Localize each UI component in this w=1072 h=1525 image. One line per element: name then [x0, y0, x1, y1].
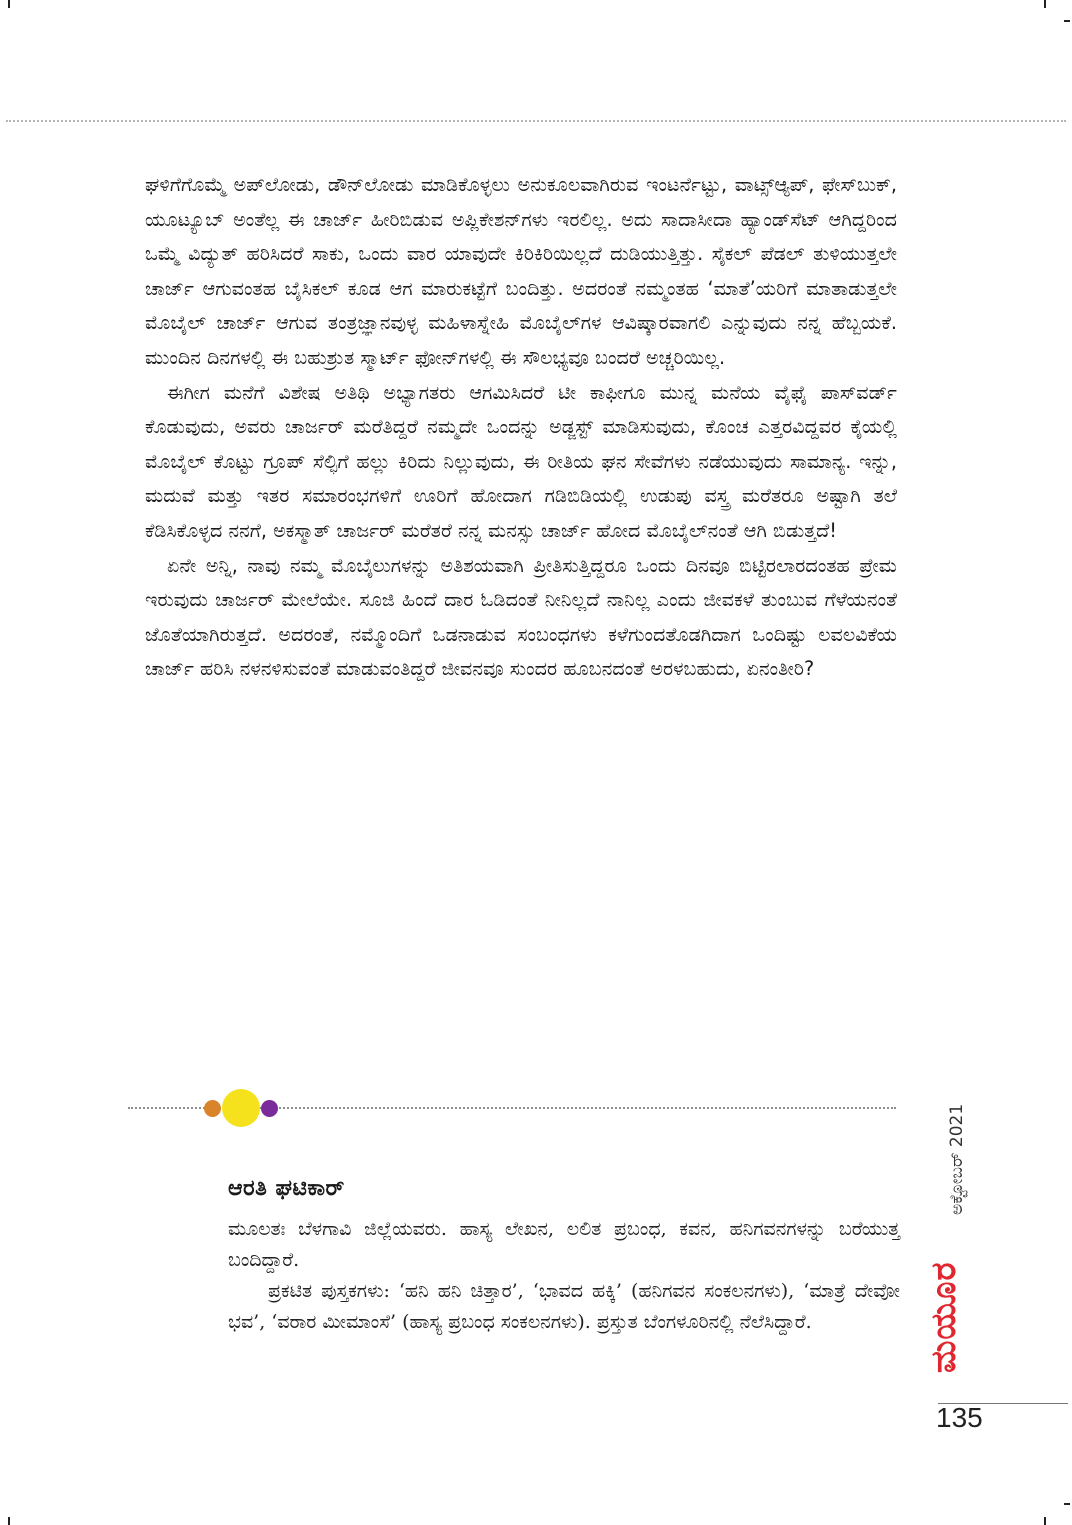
crop-mark-top-right: [1044, 0, 1046, 8]
crop-mark-top-left: [8, 0, 10, 8]
article-body: [145, 168, 897, 687]
yellow-dot: [222, 1089, 260, 1127]
crop-mark-right-upper: [1064, 20, 1070, 22]
author-name: ಆರತಿ ಘಟಿಕಾರ್: [228, 1176, 345, 1201]
crop-mark-bottom-left: [8, 1517, 10, 1525]
top-dotted-rule: [6, 120, 1066, 122]
author-bio: [228, 1214, 900, 1338]
orange-dot: [204, 1100, 221, 1117]
issue-date: ಅಕ್ಟೋಬರ್ 2021: [947, 1103, 967, 1215]
author-bio-line: ಮೂಲತಃ ಬೆಳಗಾವಿ ಜಿಲ್ಲೆಯವರು. ಹಾಸ್ಯ ಲೇಖನ, ಲಲಿತ ಪ್ರಬಂಧ, ಕವನ, ಹನಿಗವನಗಳನ್ನು ಬರೆಯುತ್ತ ಬಂದಿದ್ದಾರೆ.: [228, 1218, 900, 1271]
author-books: ಪ್ರಕಟಿತ ಪುಸ್ತಕಗಳು: ‘ಹನಿ ಹನಿ ಚಿತ್ತಾರ’, ‘ಭಾವದ ಹಕ್ಕಿ’ (ಹನಿಗವನ ಸಂಕಲನಗಳು), ‘ಮಾತ್ರೆ ದೇವೋ ಭವ’, ‘ವರಾರ ಮೀಮಾಂಸೆ’ (ಹಾಸ್ಯ ಪ್ರಬಂಧ ಸಂಕಲನಗಳು). ಪ್ರಸ್ತುತ ಬೆಂಗಳೂರಿನಲ್ಲಿ ನೆಲೆಸಿದ್ದಾರೆ.: [228, 1280, 900, 1333]
magazine-logo: ಮಯೂರ: [924, 1261, 964, 1373]
purple-dot: [261, 1100, 278, 1117]
article-paragraph: ಏನೇ ಅನ್ನಿ, ನಾವು ನಮ್ಮ ಮೊಬೈಲುಗಳನ್ನು ಅತಿಶಯವಾಗಿ ಪ್ರೀತಿಸುತ್ತಿದ್ದರೂ ಒಂದು ದಿನವೂ ಬಿಟ್ಟಿರಲಾರದಂತಹ ಪ್ರೇಮ ಇರುವುದು ಚಾರ್ಜರ್ ಮೇಲೆಯೇ. ಸೂಜಿ ಹಿಂದೆ ದಾರ ಓಡಿದಂತೆ ನೀನಿಲ್ಲದೆ ನಾನಿಲ್ಲ ಎಂದು ಜೀವಕಳೆ ತುಂಬುವ ಗೆಳೆಯನಂತೆ ಜೊತೆಯಾಗಿರುತ್ತದೆ. ಅದರಂತೆ, ನಮ್ಮೊಂದಿಗೆ ಒಡನಾಡುವ ಸಂಬಂಧಗಳು ಕಳೆಗುಂದತೊಡಗಿದಾಗ ಒಂದಿಷ್ಟು ಲವಲವಿಕೆಯ ಚಾರ್ಜ್ ಹರಿಸಿ ನಳನಳಿಸುವಂತೆ ಮಾಡುವಂತಿದ್ದರೆ ಜೀವನವೂ ಸುಂದರ ಹೂಬನದಂತೆ ಅರಳಬಹುದು, ಏನಂತೀರಿ?: [145, 553, 897, 681]
crop-mark-bottom-right: [1044, 1517, 1046, 1525]
page-number: 135: [936, 1402, 983, 1433]
article-paragraph: ಘಳಿಗೆಗೊಮ್ಮೆ ಅಪ್‌ಲೋಡು, ಡೌನ್‌ಲೋಡು ಮಾಡಿಕೊಳ್ಳಲು ಅನುಕೂಲವಾಗಿರುವ ಇಂಟರ್ನೆಟ್ಟು, ವಾಟ್ಸ್‌ಆ್ಯಪ್, ಫೇಸ್‌ಬುಕ್, ಯೂಟ್ಯೂಬ್ ಅಂತೆಲ್ಲ ಈ ಚಾರ್ಜ್ ಹೀರಿಬಿಡುವ ಅಪ್ಲಿಕೇಶನ್‌ಗಳು ಇರಲಿಲ್ಲ. ಅದು ಸಾದಾಸೀದಾ ಹ್ಯಾಂಡ್‌ಸೆಟ್ ಆಗಿದ್ದರಿಂದ ಒಮ್ಮೆ ವಿದ್ಯುತ್ ಹರಿಸಿದರೆ ಸಾಕು, ಒಂದು ವಾರ ಯಾವುದೇ ಕಿರಿಕಿರಿಯಿಲ್ಲದೆ ದುಡಿಯುತ್ತಿತ್ತು. ಸೈಕಲ್ ಪೆಡಲ್ ತುಳಿಯುತ್ತಲೇ ಚಾರ್ಜ್ ಆಗುವಂತಹ ಬೈಸಿಕಲ್ ಕೂಡ ಆಗ ಮಾರುಕಟ್ಟೆಗೆ ಬಂದಿತ್ತು. ಅದರಂತೆ ನಮ್ಮಂತಹ ‘ಮಾತೆ’ಯರಿಗೆ ಮಾತಾಡುತ್ತಲೇ ಮೊಬೈಲ್ ಚಾರ್ಜ್ ಆಗುವ ತಂತ್ರಜ್ಞಾನವುಳ್ಳ ಮಹಿಳಾಸ್ನೇಹಿ ಮೊಬೈಲ್‌ಗಳ ಆವಿಷ್ಕಾರವಾಗಲಿ ಎನ್ನುವುದು ನನ್ನ ಹೆಬ್ಬಯಕೆ. ಮುಂದಿನ ದಿನಗಳಲ್ಲಿ ಈ ಬಹುಶ್ರುತ ಸ್ಮಾರ್ಟ್ ಫೋನ್‌ಗಳಲ್ಲಿ ಈ ಸೌಲಭ್ಯವೂ ಬಂದರೆ ಅಚ್ಚರಿಯಿಲ್ಲ.: [145, 173, 897, 369]
crop-mark-right-lower: [1064, 1503, 1070, 1505]
article-paragraph: ಈಗೀಗ ಮನೆಗೆ ವಿಶೇಷ ಅತಿಥಿ ಅಭ್ಯಾಗತರು ಆಗಮಿಸಿದರೆ ಟೀ ಕಾಫೀಗೂ ಮುನ್ನ ಮನೆಯ ವೈಫೈ ಪಾಸ್‌ವರ್ಡ್ ಕೊಡುವುದು, ಅವರು ಚಾರ್ಜರ್ ಮರೆತಿದ್ದರೆ ನಮ್ಮದೇ ಒಂದನ್ನು ಅಡ್ಜಸ್ಟ್ ಮಾಡಿಸುವುದು, ಕೊಂಚ ಎತ್ತರವಿದ್ದವರ ಕೈಯಲ್ಲಿ ಮೊಬೈಲ್ ಕೊಟ್ಟು ಗ್ರೂಪ್ ಸೆಲ್ಫಿಗೆ ಹಲ್ಲು ಕಿರಿದು ನಿಲ್ಲುವುದು, ಈ ರೀತಿಯ ಘನ ಸೇವೆಗಳು ನಡೆಯುವುದು ಸಾಮಾನ್ಯ. ಇನ್ನು, ಮದುವೆ ಮತ್ತು ಇತರ ಸಮಾರಂಭಗಳಿಗೆ ಊರಿಗೆ ಹೋದಾಗ ಗಡಿಬಿಡಿಯಲ್ಲಿ ಉಡುಪು ವಸ್ತ್ರ ಮರೆತರೂ ಅಷ್ಟಾಗಿ ತಲೆ ಕೆಡಿಸಿಕೊಳ್ಳದ ನನಗೆ, ಅಕಸ್ಮಾತ್ ಚಾರ್ಜರ್ ಮರೆತರೆ ನನ್ನ ಮನಸ್ಸು ಚಾರ್ಜ್ ಹೋದ ಮೊಬೈಲ್‌ನಂತೆ ಆಗಿ ಬಿಡುತ್ತದೆ!: [145, 380, 897, 542]
